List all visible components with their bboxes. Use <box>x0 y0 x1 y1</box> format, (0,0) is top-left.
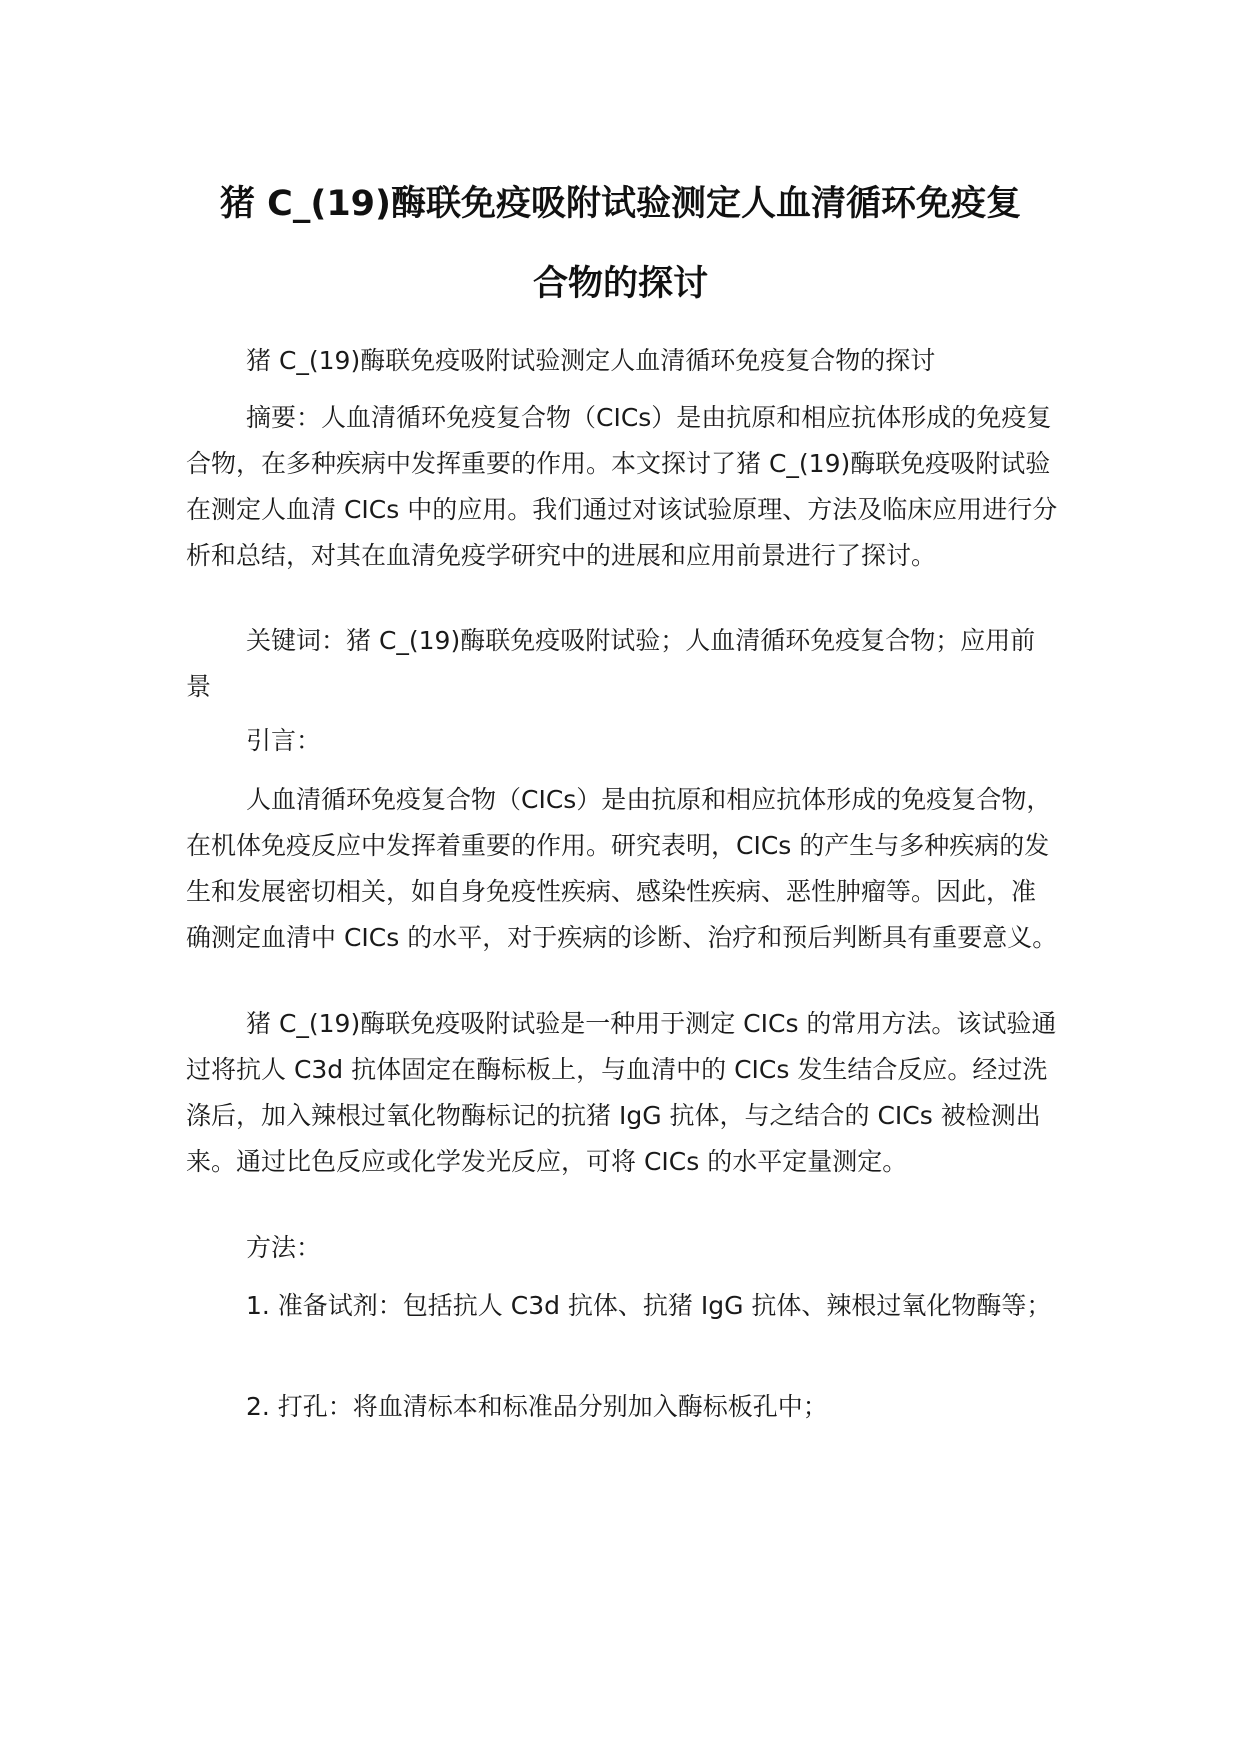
methods-heading: 方法： <box>246 1233 322 1262</box>
document-title-line-2: 合物的探讨 <box>532 264 708 304</box>
intro-heading: 引言： <box>246 726 322 755</box>
document-title-line-1: 猪 C_(19)酶联免疫吸附试验测定人血清循环免疫复 <box>219 184 1022 224</box>
keywords-paragraph: 关键词：猪 C_(19)酶联免疫吸附试验；人血清循环免疫复合物；应用前景 <box>186 626 1036 701</box>
abstract-paragraph: 摘要：人血清循环免疫复合物（CICs）是由抗原和相应抗体形成的免疫复合物，在多种疾病中发挥重要的作用。本文探讨了猪 C_(19)酶联免疫吸附试验在测定人血清 CICs 中的应用。我们通过对该试验原理、方法及临床应用进行分析和总结，对其在血清免疫学研究中的进展和应用前景进行了探讨。 <box>186 403 1058 570</box>
intro-paragraph-2: 猪 C_(19)酶联免疫吸附试验是一种用于测定 CICs 的常用方法。该试验通过将抗人 C3d 抗体固定在酶标板上，与血清中的 CICs 发生结合反应。经过洗涤后，加入辣根过氧化物酶标记的抗猪 IgG 抗体，与之结合的 CICs 被检测出来。通过比色反应或化学发光反应，可将 CICs 的水平定量测定。 <box>186 1009 1057 1176</box>
method-item-2: 2. 打孔：将血清标本和标准品分别加入酶标板孔中； <box>246 1392 828 1421</box>
subtitle-paragraph: 猪 C_(19)酶联免疫吸附试验测定人血清循环免疫复合物的探讨 <box>246 346 936 375</box>
intro-paragraph-1: 人血清循环免疫复合物（CICs）是由抗原和相应抗体形成的免疫复合物，在机体免疫反应中发挥着重要的作用。研究表明，CICs 的产生与多种疾病的发生和发展密切相关，如自身免疫性疾病、感染性疾病、恶性肿瘤等。因此，准确测定血清中 CICs 的水平，对于疾病的诊断、治疗和预后判断具有重要意义。 <box>186 785 1058 952</box>
method-item-1: 1. 准备试剂：包括抗人 C3d 抗体、抗猪 IgG 抗体、辣根过氧化物酶等； <box>246 1291 1052 1320</box>
